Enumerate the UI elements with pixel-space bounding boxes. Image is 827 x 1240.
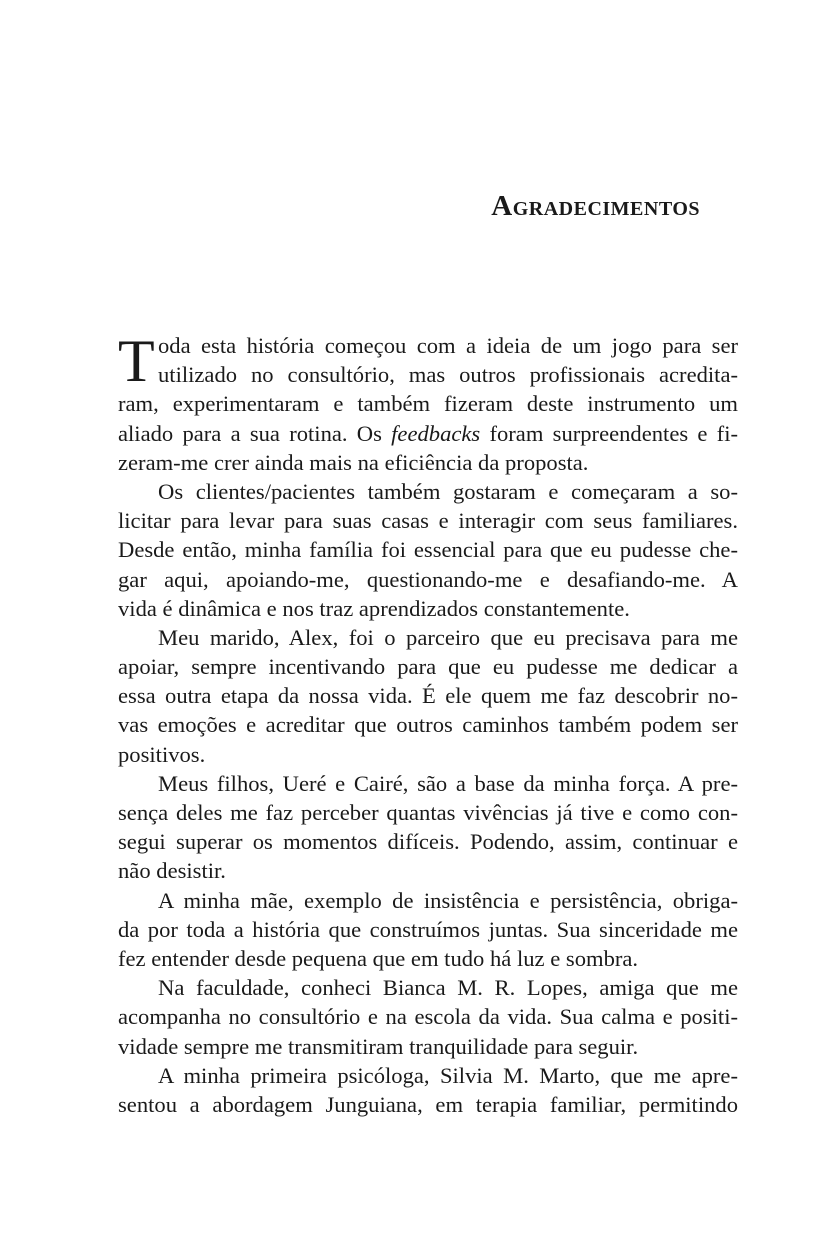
text-line: Meu marido, Alex, foi o parceiro que eu precisava para me — [158, 624, 738, 650]
text-line: sentou a abordagem Junguiana, em terapia familiar, permitindo — [118, 1091, 738, 1117]
text-line: A minha mãe, exemplo de insistência e persistência, obriga- — [158, 887, 738, 913]
text-line: apoiar, sempre incentivando para que eu pudesse me dedicar a — [118, 654, 738, 680]
text-line: vida é dinâmica e nos traz aprendizados constantemente. — [118, 595, 630, 621]
body-text — [118, 328, 738, 1119]
text-line: Desde então, minha família foi essencial para que eu pudesse che- — [118, 537, 738, 563]
text-line: Meus filhos, Ueré e Cairé, são a base da minha força. A pre- — [158, 770, 738, 796]
text-line: essa outra etapa da nossa vida. É ele quem me faz descobrir no- — [118, 683, 738, 709]
italic-word: feedbacks — [391, 420, 481, 446]
text-line: fez entender desde pequena que em tudo há luz e sombra. — [118, 945, 639, 971]
text-line: Na faculdade, conheci Bianca M. R. Lopes, amiga que me — [158, 975, 738, 1001]
drop-cap: T — [118, 328, 155, 394]
text-line — [118, 419, 738, 448]
text-line: acompanha no consultório e na escola da vida. Sua calma e positi- — [118, 1004, 738, 1030]
text-line: segui superar os momentos difíceis. Podendo, assim, continuar e — [118, 829, 738, 855]
text-line: oda esta história começou com a ideia de um jogo para ser — [158, 333, 738, 358]
text-line: positivos. — [118, 741, 206, 767]
text-line: licitar para levar para suas casas e interagir com seus familiares. — [118, 508, 738, 534]
text-line: utilizado no consultório, mas outros profissionais acredita- — [158, 362, 738, 388]
text-line: não desistir. — [118, 858, 226, 884]
text-line: sença deles me faz perceber quantas vivências já tive e como con- — [118, 800, 738, 825]
text-line: vidade sempre me transmitiram tranquilidade para seguir. — [118, 1033, 639, 1059]
text-segment: aliado para a sua rotina. Os — [118, 420, 392, 446]
text-line: zeram-me crer ainda mais na eficiência da proposta. — [118, 449, 589, 475]
text-line: Os clientes/pacientes também gostaram e começaram a so- — [158, 478, 738, 504]
chapter-heading: Agradecimentos — [491, 190, 700, 222]
text-line: gar aqui, apoiando-me, questionando-me e desafiando-me. A — [118, 566, 738, 592]
text-line: vas emoções e acreditar que outros caminhos também podem ser — [118, 712, 738, 738]
text-line: ram, experimentaram e também fizeram deste instrumento um — [118, 391, 738, 417]
text-segment: foram surpreendentes e fi- — [480, 420, 738, 446]
text-line: A minha primeira psicóloga, Silvia M. Marto, que me apre- — [158, 1062, 738, 1088]
text-line: da por toda a história que construímos juntas. Sua sinceridade me — [118, 916, 738, 942]
